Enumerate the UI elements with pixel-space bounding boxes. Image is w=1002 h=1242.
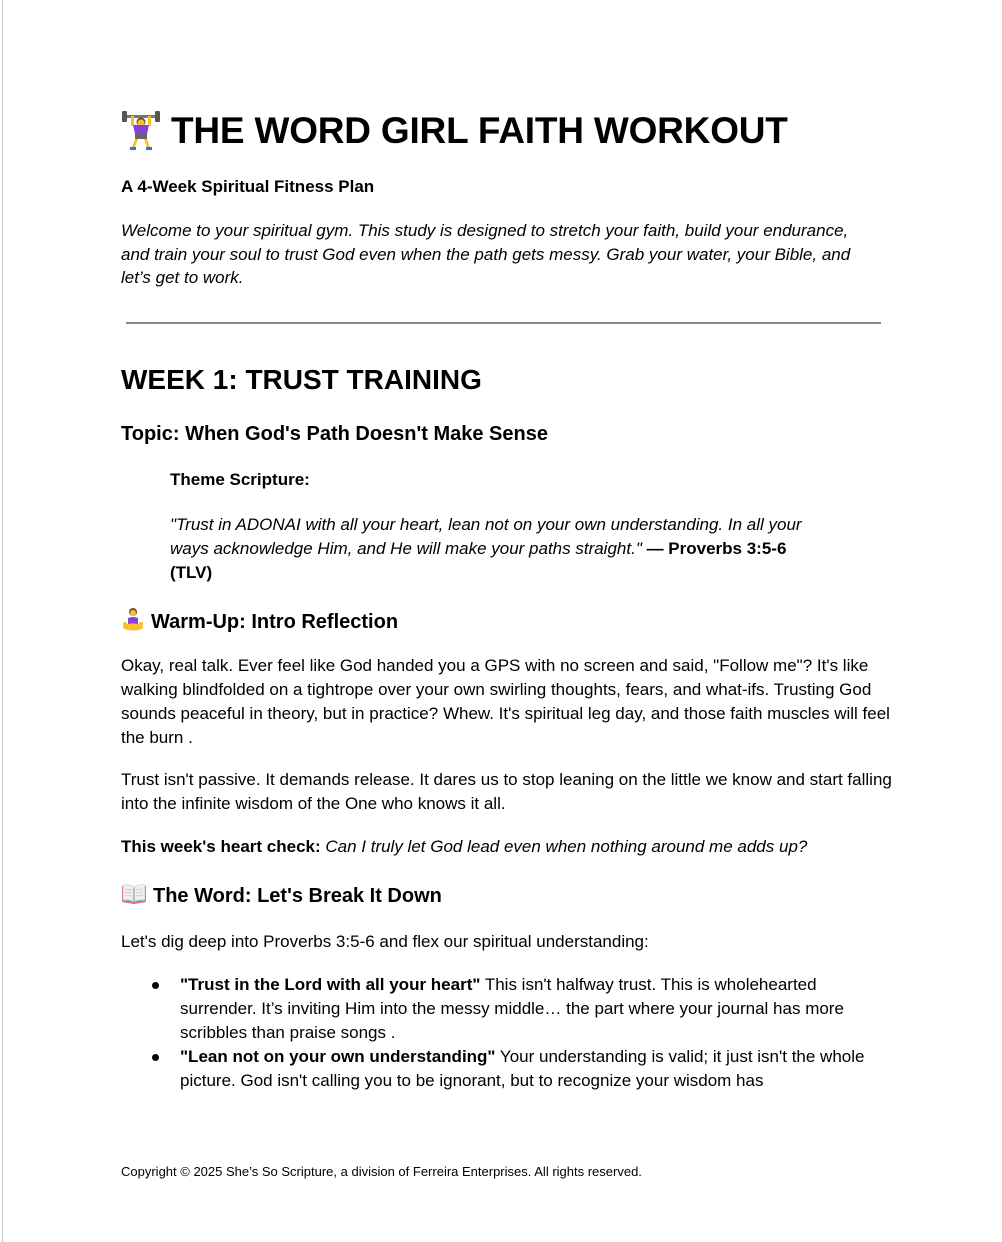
document-subtitle: A 4-Week Spiritual Fitness Plan xyxy=(121,177,375,196)
word-bullet-list xyxy=(150,973,890,1093)
warmup-heading-text: Warm-Up: Intro Reflection xyxy=(151,611,399,633)
title-text: THE WORD GIRL FAITH WORKOUT xyxy=(171,110,788,152)
scripture-reference: — Proverbs 3:5-6 (TLV) xyxy=(170,539,787,582)
warmup-paragraph-2: Trust isn't passive. It demands release. It dares us to stop leaning on the little we know and start falling into the infinite wisdom of the One who knows it all. xyxy=(121,770,892,813)
warmup-heading xyxy=(121,607,398,634)
document-title xyxy=(121,106,788,154)
word-intro: Let's dig deep into Proverbs 3:5-6 and flex our spiritual understanding: xyxy=(121,932,649,951)
warmup-paragraph-1: Okay, real talk. Ever feel like God handed you a GPS with no screen and said, "Follow me"? It's like walking blindfolded on a tightrope over your own swirling thoughts, fears, and what-ifs. Trusting God sounds peaceful in theory, but in practice? Whew. It's spiritual leg day, and those faith muscles will feel the burn . xyxy=(121,656,890,747)
open-book-icon xyxy=(121,883,147,905)
bullet-text: This isn't halfway trust. This is wholehearted surrender. It’s inviting Him into the messy middle… the part where your journal has more scribbles than praise songs . xyxy=(180,975,844,1042)
scripture-quote: "Trust in ADONAI with all your heart, lean not on your own understanding. In all your ways acknowledge Him, and He will make your paths straight." xyxy=(170,515,802,558)
list-item xyxy=(150,1045,890,1093)
word-heading xyxy=(121,883,442,908)
heart-check-question: Can I truly let God lead even when nothing around me adds up? xyxy=(320,837,808,856)
topic-heading: Topic: When God's Path Doesn't Make Sense xyxy=(121,423,548,445)
weightlifting-woman-icon xyxy=(121,110,161,152)
heart-check xyxy=(121,835,896,859)
theme-scripture-label: Theme Scripture: xyxy=(170,470,310,489)
list-item xyxy=(150,973,890,1045)
heart-check-label: This week's heart check: xyxy=(121,837,321,856)
horizontal-divider xyxy=(126,322,881,324)
bullet-icon xyxy=(152,1054,159,1061)
theme-scripture xyxy=(170,513,830,585)
bullet-icon xyxy=(152,982,159,989)
copyright-footer: Copyright © 2025 She’s So Scripture, a division of Ferreira Enterprises. All rights reserved. xyxy=(121,1164,642,1179)
meditating-woman-icon xyxy=(121,607,145,631)
week-heading: WEEK 1: TRUST TRAINING xyxy=(121,364,482,395)
bullet-text: Your understanding is valid; it just isn't the whole picture. God isn't calling you to be ignorant, but to recognize your wisdom has xyxy=(180,1047,865,1090)
word-heading-text: The Word: Let's Break It Down xyxy=(153,885,442,907)
bullet-bold: "Trust in the Lord with all your heart" xyxy=(180,975,481,994)
intro-paragraph: Welcome to your spiritual gym. This study is designed to stretch your faith, build your endurance, and train your soul to trust God even when the path gets messy. Grab your water, your Bible, and let’s get to work. xyxy=(121,221,851,288)
bullet-bold: "Lean not on your own understanding" xyxy=(180,1047,496,1066)
